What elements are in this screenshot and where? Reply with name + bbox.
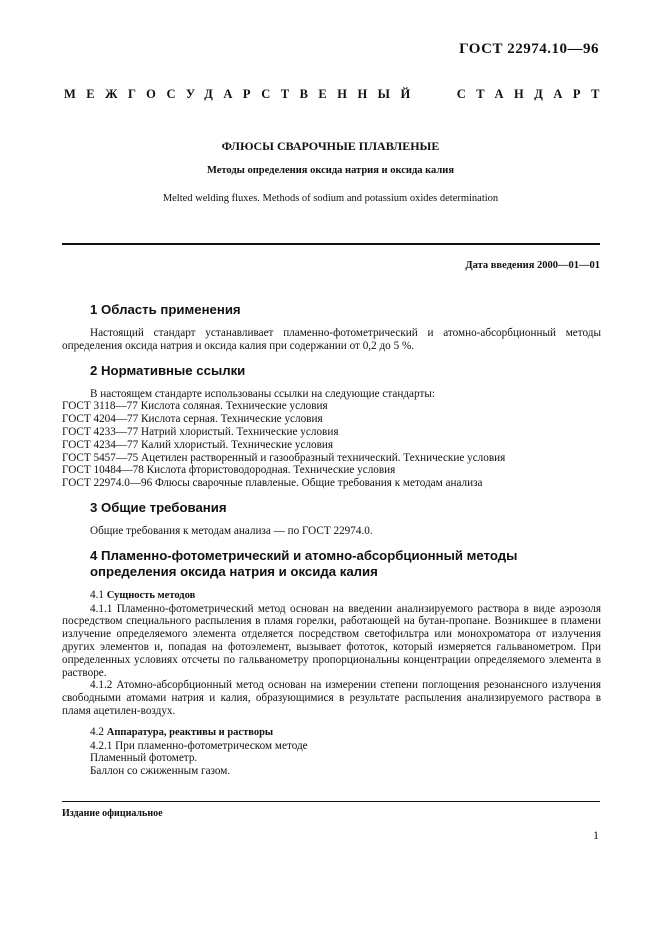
- document-title: ФЛЮСЫ СВАРОЧНЫЕ ПЛАВЛЕНЫЕ: [221, 139, 440, 153]
- paragraph-4-1-2: 4.1.2 Атомно-абсорбционный метод основан на измерении степени поглощения резонансного излучения свободными атомами натрия и калия, образующимися в результате распыления анализируемого раствора в пламя ацетилен-воздух.: [62, 679, 601, 717]
- references-intro: В настоящем стандарте использованы ссылки на следующие стандарты:: [90, 387, 435, 400]
- equipment-item: Пламенный фотометр.: [90, 752, 198, 765]
- section-1-text: Настоящий стандарт устанавливает пламенно-фотометрический и атомно-абсорбционный методы определения оксида натрия и оксида калия при содержании от 0,2 до 5 %.: [62, 327, 601, 352]
- equipment-item: Баллон со сжиженным газом.: [90, 765, 231, 778]
- banner-word-interstate: МЕЖГОСУДАРСТВЕННЫЙ: [64, 87, 421, 101]
- banner-word-standard: СТАНДАРТ: [456, 87, 610, 101]
- section-2-heading: 2 Нормативные ссылки: [90, 362, 246, 378]
- section-3-text: Общие требования к методам анализа — по ГОСТ 22974.0.: [90, 524, 373, 537]
- reference-item: ГОСТ 22974.0—96 Флюсы сварочные плавленые. Общие требования к методам анализа: [62, 477, 483, 490]
- section-4-heading: 4 Пламенно-фотометрический и атомно-абсорбционный методы определения оксида натрия и оксида калия: [90, 547, 518, 579]
- reference-item: ГОСТ 10484—78 Кислота фтористоводородная. Технические условия: [62, 464, 396, 477]
- title-divider: [62, 243, 600, 245]
- subsection-4-2-title: Аппаратура, реактивы и растворы: [106, 726, 274, 738]
- reference-item: ГОСТ 4204—77 Кислота серная. Технические условия: [62, 413, 323, 426]
- english-title: Melted welding fluxes. Methods of sodium and potassium oxides determination: [162, 193, 499, 204]
- paragraph-4-2-1: 4.2.1 При пламенно-фотометрическом методе: [90, 739, 308, 752]
- paragraph-4-1-1: 4.1.1 Пламенно-фотометрический метод основан на введении анализируемого раствора в виде аэрозоля посредством специального распыления в пламя горелки, работающей на бутан-пропане. Возникшее в пламени излучение определяемого элемента отделяется посредством светофильтра или монохроматора от излучения других элементов и, попадая на фотоэлемент, вызывает фототок, который измеряется гальванометром. При определенных условиях отсчеты по гальванометру пропорциональны концентрации определяемого элемента в растворе.: [62, 602, 601, 679]
- reference-item: ГОСТ 4234—77 Калий хлористый. Технические условия: [62, 438, 334, 451]
- subsection-4-1-title: Сущность методов: [106, 589, 196, 601]
- introduction-date: Дата введения 2000—01—01: [465, 260, 600, 271]
- document-number: ГОСТ 22974.10—96: [459, 41, 599, 57]
- reference-item: ГОСТ 5457—75 Ацетилен растворенный и газообразный технический. Технические условия: [62, 451, 506, 464]
- page-number: 1: [593, 828, 599, 842]
- subsection-4-1: [90, 589, 601, 603]
- edition-note: Издание официальное: [62, 808, 163, 819]
- section-3-heading: 3 Общие требования: [90, 499, 227, 515]
- reference-item: ГОСТ 3118—77 Кислота соляная. Технические условия: [62, 400, 328, 413]
- subsection-4-2-number: 4.2: [90, 725, 104, 738]
- standard-type-banner: [64, 87, 610, 102]
- references-list: [62, 388, 601, 490]
- footer-divider: [62, 801, 600, 802]
- subsection-4-2: [90, 726, 601, 740]
- subsection-4-1-number: 4.1: [90, 588, 104, 601]
- document-body: [62, 302, 601, 778]
- reference-item: ГОСТ 4233—77 Натрий хлористый. Технические условия: [62, 425, 339, 438]
- section-1-heading: 1 Область применения: [90, 302, 241, 317]
- document-subtitle: Методы определения оксида натрия и оксида калия: [206, 165, 455, 176]
